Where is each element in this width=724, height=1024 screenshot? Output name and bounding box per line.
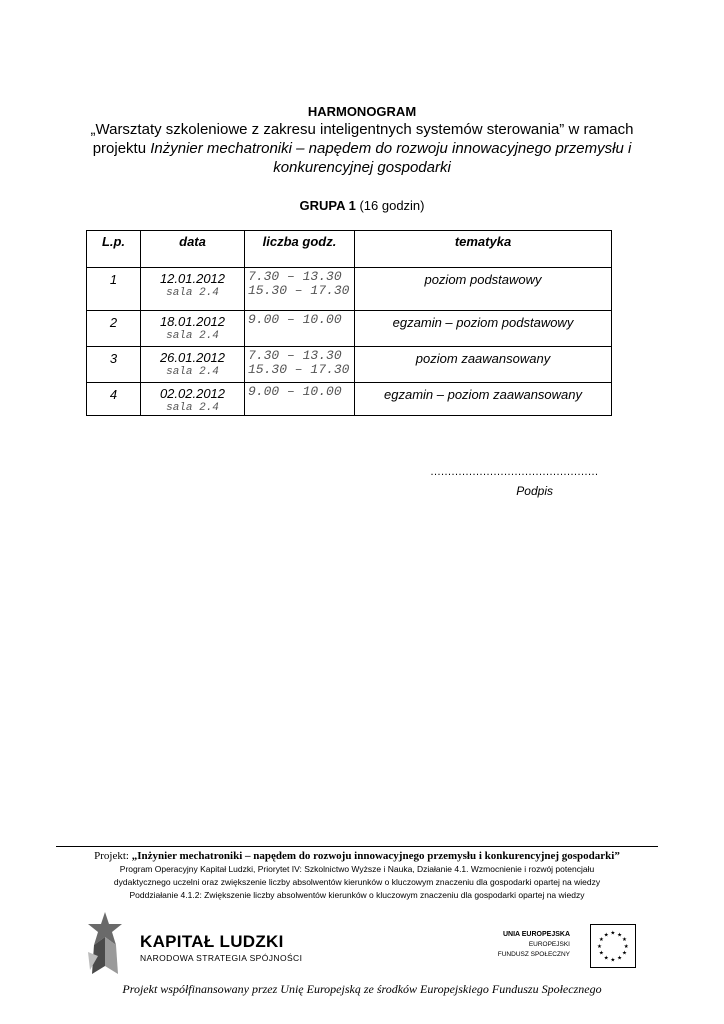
header-date: data — [141, 231, 245, 268]
cell-date — [141, 383, 245, 416]
eu-star: ★ — [603, 955, 609, 962]
cell-lp: 1 — [87, 268, 141, 311]
footer-project-prefix: Projekt: — [94, 850, 132, 862]
eu-flag-icon — [590, 924, 636, 968]
footer-project — [56, 849, 658, 863]
project-name-part2: konkurencyjnej gospodarki — [273, 159, 451, 176]
table-row — [87, 347, 612, 383]
group-label: GRUPA 1 — [299, 198, 356, 213]
kapital-ludzki-subtitle: NARODOWA STRATEGIA SPÓJNOŚCI — [140, 953, 303, 963]
room-value: sala 2.4 — [166, 366, 219, 378]
cell-lp: 4 — [87, 383, 141, 416]
cell-date — [141, 347, 245, 383]
room-value: sala 2.4 — [166, 287, 219, 299]
cell-topic: egzamin – poziom zaawansowany — [355, 383, 612, 416]
hours-value: 7.30 – 13.30 — [248, 348, 342, 363]
room-value: sala 2.4 — [166, 330, 219, 342]
hours-value: 15.30 – 17.30 — [248, 362, 350, 377]
header-lp: L.p. — [87, 231, 141, 268]
room-value: sala 2.4 — [166, 402, 219, 414]
eu-fund-line: EUROPEJSKI — [528, 941, 570, 948]
cell-topic: poziom zaawansowany — [355, 347, 612, 383]
cell-topic: egzamin – poziom podstawowy — [355, 311, 612, 347]
cell-hours — [245, 311, 355, 347]
cell-lp: 2 — [87, 311, 141, 347]
signature-line: ………………………………………… — [430, 466, 598, 478]
workshop-title: „Warsztaty szkoleniowe z zakresu inteligentnych systemów sterowania” w ramach — [90, 121, 634, 138]
eu-star: ★ — [597, 943, 603, 950]
header-hours: liczba godz. — [245, 231, 355, 268]
footer-divider — [56, 846, 658, 847]
table-header-row — [87, 231, 612, 268]
footer-program-line: Program Operacyjny Kapitał Ludzki, Priorytet IV: Szkolnictwo Wyższe i Nauka, Działanie 4.1. Wzmocnienie i rozwój potencjału — [119, 864, 595, 874]
date-value: 18.01.2012 — [159, 314, 226, 329]
hours-value: 9.00 – 10.00 — [248, 384, 342, 399]
footer-program-line: Poddziałanie 4.1.2: Zwiększenie liczby absolwentów kierunków o kluczowym znaczeniu dla gospodarki opartej na wiedzy — [129, 890, 585, 900]
table-row — [87, 383, 612, 416]
signature-block — [430, 466, 598, 498]
eu-star: ★ — [598, 937, 605, 944]
eu-logo — [490, 924, 640, 970]
footer-project-name: „Inżynier mechatroniki – napędem do rozwoju innowacyjnego przemysłu i konkurencyjnej gospodarki” — [131, 850, 620, 862]
group-heading — [0, 198, 724, 213]
date-value: 12.01.2012 — [159, 271, 226, 286]
cell-hours — [245, 268, 355, 311]
eu-fund-line: FUNDUSZ SPOŁECZNY — [497, 951, 570, 958]
project-prefix: projektu — [92, 140, 151, 157]
eu-star: ★ — [610, 957, 616, 964]
eu-star: ★ — [621, 950, 628, 957]
eu-star: ★ — [598, 950, 605, 957]
schedule-table — [86, 230, 612, 416]
project-line-2 — [0, 158, 724, 177]
cell-hours — [245, 383, 355, 416]
document-title: HARMONOGRAM — [307, 104, 417, 119]
eu-logo-text — [450, 930, 570, 960]
cell-hours — [245, 347, 355, 383]
document-header — [0, 104, 724, 177]
eu-star: ★ — [610, 930, 616, 937]
cofinancing-note: Projekt współfinansowany przez Unię Europejską ze środków Europejskiego Funduszu Społecznego — [122, 982, 602, 996]
kapital-ludzki-name: KAPITAŁ LUDZKI — [140, 932, 284, 951]
kapital-ludzki-logo — [84, 908, 304, 978]
footer-program-line: dydaktycznego uczelni oraz zwiększenie liczby absolwentów kierunków o kluczowym znaczeniu dla gospodarki opartej na wiedzy — [113, 877, 601, 887]
date-value: 26.01.2012 — [159, 350, 226, 365]
cell-topic: poziom podstawowy — [355, 268, 612, 311]
project-name-part1: Inżynier mechatroniki – napędem do rozwoju innowacyjnego przemysłu i — [150, 140, 632, 157]
date-value: 02.02.2012 — [159, 386, 226, 401]
eu-star: ★ — [623, 943, 629, 950]
eu-star: ★ — [603, 932, 609, 939]
cell-date — [141, 268, 245, 311]
group-hours: (16 godzin) — [359, 198, 425, 213]
eu-star: ★ — [617, 932, 623, 939]
cell-lp: 3 — [87, 347, 141, 383]
table-row — [87, 268, 612, 311]
signature-label: Podpis — [516, 484, 553, 498]
cell-date — [141, 311, 245, 347]
kapital-ludzki-star-icon — [84, 908, 126, 978]
hours-value: 15.30 – 17.30 — [248, 283, 350, 298]
eu-name: UNIA EUROPEJSKA — [502, 931, 570, 938]
footer-text — [56, 849, 658, 902]
eu-star: ★ — [621, 937, 628, 944]
eu-star: ★ — [617, 955, 623, 962]
hours-value: 9.00 – 10.00 — [248, 312, 342, 327]
table-row — [87, 311, 612, 347]
hours-value: 7.30 – 13.30 — [248, 269, 342, 284]
project-line — [0, 139, 724, 158]
header-topic: tematyka — [355, 231, 612, 268]
